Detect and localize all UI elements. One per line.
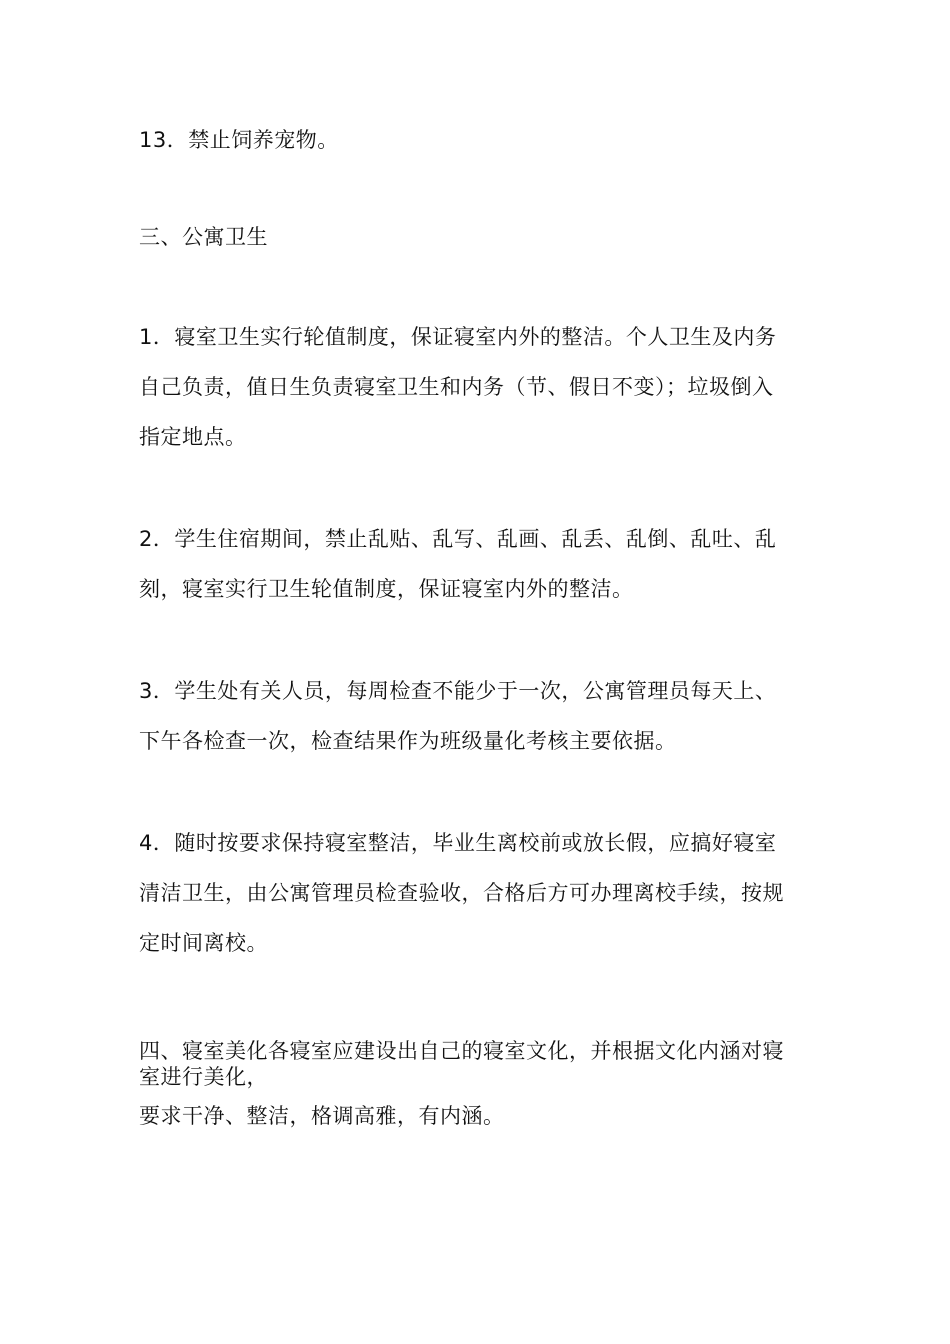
section-4-continued (139, 1091, 819, 1141)
text-line: 2．学生住宿期间，禁止乱贴、乱写、乱画、乱丢、乱倒、乱吐、乱 (139, 527, 777, 551)
text-line: 1．寝室卫生实行轮值制度，保证寝室内外的整洁。个人卫生及内务 (139, 325, 777, 349)
text-line: 下午各检查一次，检查结果作为班级量化考核主要依据。 (139, 729, 677, 753)
paragraph-4 (139, 818, 819, 968)
item-13 (139, 115, 819, 165)
paragraph-3 (139, 666, 819, 766)
text-line: 刻，寝室实行卫生轮值制度，保证寝室内外的整洁。 (139, 577, 634, 601)
text-line: 自己负责，值日生负责寝室卫生和内务（节、假日不变）；垃圾倒入 (139, 375, 774, 399)
paragraph-2 (139, 514, 819, 614)
text-line: 四、寝室美化各寝室应建设出自己的寝室文化，并根据文化内涵对寝 (139, 1039, 784, 1063)
section-3-heading (139, 212, 819, 262)
text-line: 室进行美化， (139, 1065, 268, 1089)
text-line: 要求干净、整洁，格调高雅，有内涵。 (139, 1104, 505, 1128)
heading-text: 三、公寓卫生 (139, 225, 268, 249)
text-line: 3．学生处有关人员，每周检查不能少于一次，公寓管理员每天上、 (139, 679, 777, 703)
text-line: 定时间离校。 (139, 931, 268, 955)
section-4 (139, 1038, 819, 1090)
text-line: 4．随时按要求保持寝室整洁，毕业生离校前或放长假，应搞好寝室 (139, 831, 777, 855)
text-line: 清洁卫生，由公寓管理员检查验收，合格后方可办理离校手续，按规 (139, 881, 784, 905)
text-line: 13．禁止饲养宠物。 (139, 128, 339, 152)
text-line: 指定地点。 (139, 425, 247, 449)
paragraph-1 (139, 312, 819, 462)
